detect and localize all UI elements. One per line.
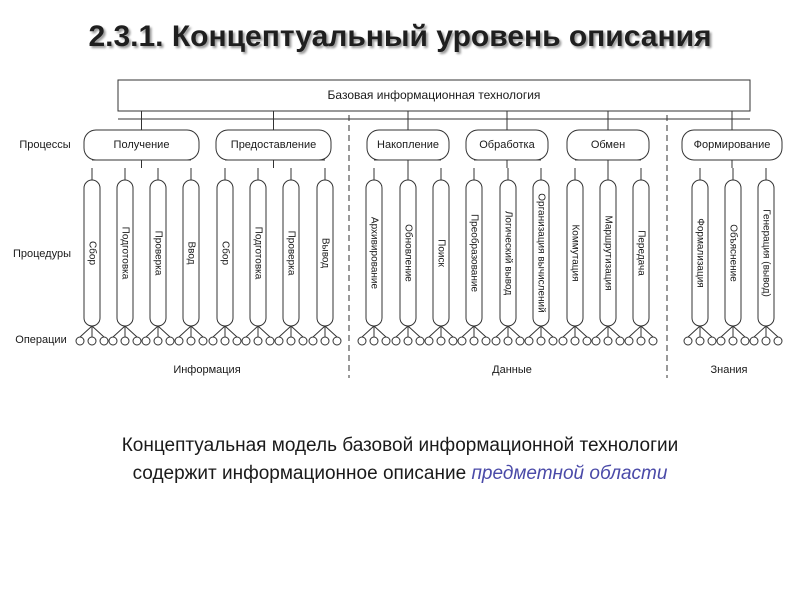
row-label-processes: Процессы	[19, 138, 71, 151]
operation-circle	[559, 337, 567, 345]
procedure-label: Формализация	[694, 218, 706, 288]
operation-circle	[516, 337, 524, 345]
process-label: Формирование	[693, 138, 771, 151]
operation-circle	[549, 337, 557, 345]
caption	[0, 432, 800, 488]
operation-circle	[625, 337, 633, 345]
operation-circle	[592, 337, 600, 345]
group-label-information: Информация	[173, 363, 241, 376]
operation-line	[291, 326, 303, 337]
operation-line	[754, 326, 766, 337]
operation-circle	[571, 337, 579, 345]
operation-line	[258, 326, 270, 337]
row-label-procedures: Процедуры	[12, 247, 72, 260]
operation-line	[688, 326, 700, 337]
procedure-label: Передача	[635, 230, 647, 276]
operation-circle	[696, 337, 704, 345]
procedure-label: Маршрутизация	[602, 215, 614, 291]
caption-highlight: предметной области	[471, 463, 668, 484]
operation-line	[191, 326, 203, 337]
procedure-label: Организация вычислений	[535, 193, 547, 313]
operation-line	[529, 326, 541, 337]
procedure-label: Генерация (вывод)	[760, 209, 772, 297]
operation-circle	[458, 337, 466, 345]
procedure-label: Логический вывод	[502, 210, 514, 296]
operation-circle	[750, 337, 758, 345]
process-label: Накопление	[377, 138, 439, 151]
operation-line	[213, 326, 225, 337]
operation-line	[474, 326, 486, 337]
operation-line	[179, 326, 191, 337]
operation-line	[608, 326, 620, 337]
procedure-label: Сбор	[219, 240, 231, 266]
procedure-label: Подготовка	[119, 226, 131, 280]
caption-line-1: Концептуальная модель базовой информационной технологии	[121, 435, 679, 456]
operation-line	[146, 326, 158, 337]
operation-line	[575, 326, 587, 337]
operation-circle	[583, 337, 591, 345]
operation-line	[225, 326, 237, 337]
row-label-operations: Операции	[15, 333, 67, 346]
operation-circle	[142, 337, 150, 345]
operation-circle	[525, 337, 533, 345]
operation-line	[325, 326, 337, 337]
operation-circle	[109, 337, 117, 345]
procedure-label: Проверка	[152, 230, 164, 276]
operation-line	[429, 326, 441, 337]
operation-circle	[287, 337, 295, 345]
operation-line	[279, 326, 291, 337]
operation-circle	[649, 337, 657, 345]
operation-circle	[233, 337, 241, 345]
operation-circle	[221, 337, 229, 345]
operation-line	[362, 326, 374, 337]
operation-line	[541, 326, 553, 337]
operation-circle	[100, 337, 108, 345]
operation-circle	[382, 337, 390, 345]
operation-circle	[199, 337, 207, 345]
operation-circle	[437, 337, 445, 345]
operation-circle	[333, 337, 341, 345]
operation-circle	[392, 337, 400, 345]
process-label: Обмен	[590, 138, 626, 151]
operation-circle	[404, 337, 412, 345]
group-label-data: Данные	[492, 363, 532, 376]
procedure-label: Сбор	[86, 240, 98, 266]
operation-line	[125, 326, 137, 337]
operation-line	[563, 326, 575, 337]
operation-circle	[762, 337, 770, 345]
operation-circle	[637, 337, 645, 345]
procedure-label: Обновление	[402, 224, 414, 282]
operation-circle	[708, 337, 716, 345]
operation-circle	[299, 337, 307, 345]
operation-circle	[121, 337, 129, 345]
procedure-label: Ввод	[185, 241, 197, 265]
operation-circle	[266, 337, 274, 345]
operation-circle	[504, 337, 512, 345]
operation-circle	[175, 337, 183, 345]
operation-circle	[154, 337, 162, 345]
group-label-knowledge: Знания	[710, 363, 748, 376]
operation-circle	[88, 337, 96, 345]
operation-line	[80, 326, 92, 337]
operation-circle	[358, 337, 366, 345]
operation-line	[92, 326, 104, 337]
operation-circle	[321, 337, 329, 345]
operation-circle	[741, 337, 749, 345]
operation-circle	[133, 337, 141, 345]
process-label: Получение	[113, 138, 170, 151]
operation-circle	[604, 337, 612, 345]
operation-circle	[774, 337, 782, 345]
process-label: Обработка	[479, 138, 535, 151]
procedure-label: Подготовка	[252, 226, 264, 280]
procedure-label: Вывод	[319, 237, 331, 269]
operation-circle	[254, 337, 262, 345]
operation-line	[596, 326, 608, 337]
operation-circle	[482, 337, 490, 345]
operation-line	[374, 326, 386, 337]
operation-circle	[187, 337, 195, 345]
operation-line	[733, 326, 745, 337]
process-label: Предоставление	[230, 138, 317, 151]
operation-line	[313, 326, 325, 337]
operation-circle	[425, 337, 433, 345]
procedure-label: Проверка	[285, 230, 297, 276]
operation-circle	[684, 337, 692, 345]
operation-line	[113, 326, 125, 337]
operation-line	[496, 326, 508, 337]
operation-line	[158, 326, 170, 337]
operation-circle	[275, 337, 283, 345]
root-label: Базовая информационная технология	[327, 88, 541, 103]
operation-line	[508, 326, 520, 337]
operation-line	[396, 326, 408, 337]
operation-circle	[370, 337, 378, 345]
page-title: 2.3.1. Концептуальный уровень описания	[88, 20, 712, 53]
operation-circle	[449, 337, 457, 345]
operation-line	[700, 326, 712, 337]
operation-circle	[242, 337, 250, 345]
operation-circle	[717, 337, 725, 345]
operation-circle	[416, 337, 424, 345]
procedure-label: Архивирование	[368, 216, 380, 290]
operation-circle	[492, 337, 500, 345]
operation-circle	[209, 337, 217, 345]
caption-line-2-prefix: содержит информационное описание	[132, 463, 472, 484]
procedure-label: Объяснение	[727, 224, 739, 282]
operation-line	[641, 326, 653, 337]
operation-line	[462, 326, 474, 337]
operation-circle	[470, 337, 478, 345]
operation-circle	[616, 337, 624, 345]
operation-circle	[729, 337, 737, 345]
operation-line	[441, 326, 453, 337]
operation-circle	[537, 337, 545, 345]
operation-circle	[76, 337, 84, 345]
procedure-label: Коммутация	[569, 224, 581, 282]
caption-line-2	[0, 460, 800, 488]
operation-circle	[309, 337, 317, 345]
operation-circle	[166, 337, 174, 345]
operation-line	[766, 326, 778, 337]
operation-line	[721, 326, 733, 337]
procedure-label: Преобразование	[468, 213, 480, 293]
operation-line	[629, 326, 641, 337]
operation-line	[246, 326, 258, 337]
operation-line	[408, 326, 420, 337]
procedure-label: Поиск	[435, 239, 447, 267]
